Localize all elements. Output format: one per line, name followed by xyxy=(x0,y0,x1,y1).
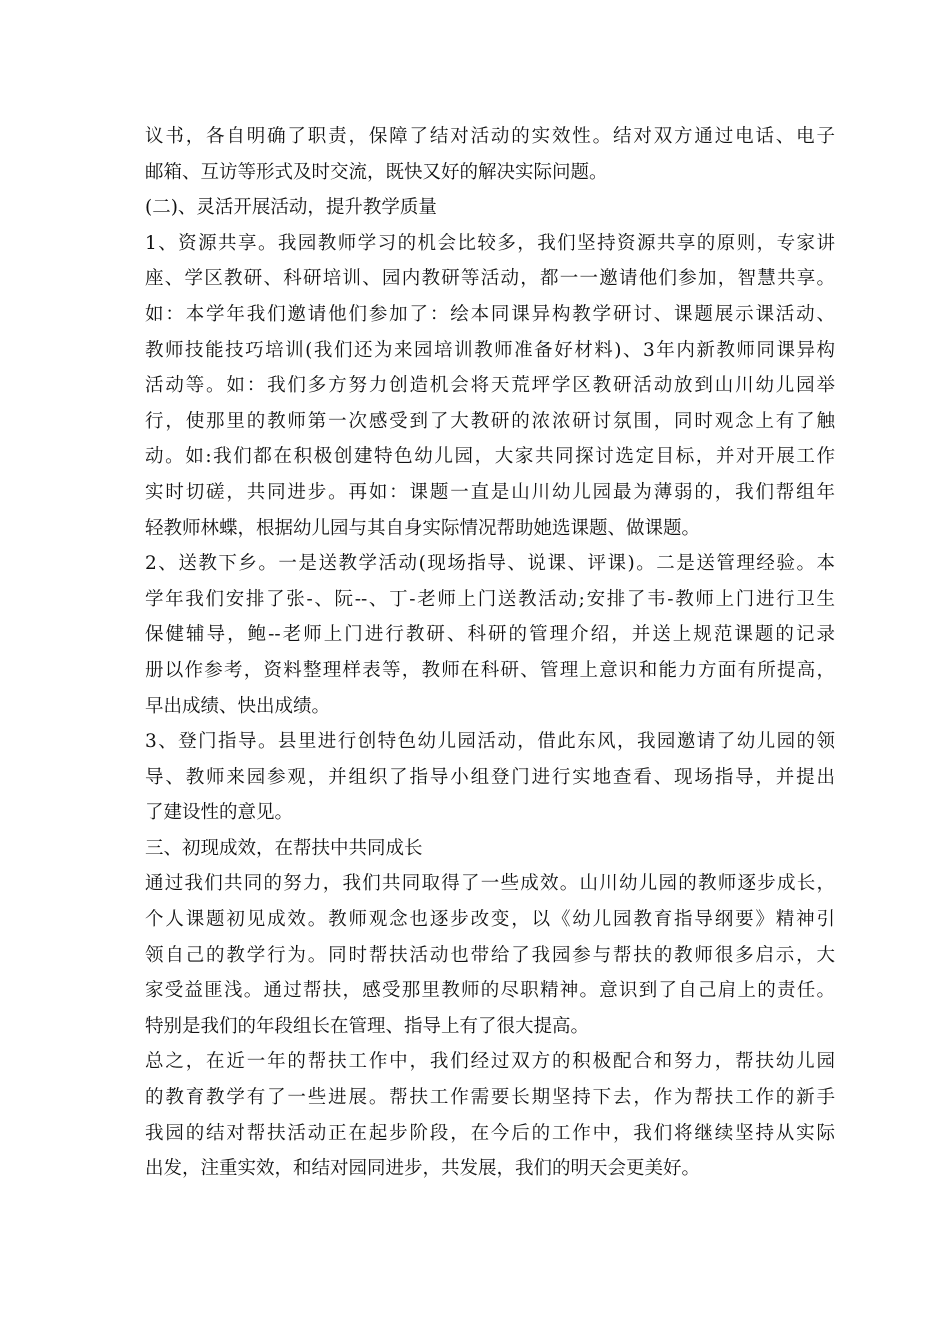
text-line: 领自己的教学行为。同时帮扶活动也带给了我园参与帮扶的教师很多启示，大 xyxy=(145,944,835,966)
text-line: 行，使那里的教师第一次感受到了大教研的浓浓研讨氛围，同时观念上有了触 xyxy=(145,410,835,432)
text-line: 邮箱、互访等形式及时交流，既快又好的解决实际问题。 xyxy=(145,161,608,183)
text-line: 我园的结对帮扶活动正在起步阶段，在今后的工作中，我们将继续坚持从实际 xyxy=(145,1122,835,1144)
text-line: 实时切磋，共同进步。再如：课题一直是山川幼儿园最为薄弱的，我们帮组年 xyxy=(145,481,835,503)
text-line: 导、教师来园参观，并组织了指导小组登门进行实地查看、现场指导，并提出 xyxy=(145,766,835,788)
text-line: 册以作参考，资料整理样表等，教师在科研、管理上意识和能力方面有所提高， xyxy=(145,659,835,681)
text-line: 的教育教学有了一些进展。帮扶工作需要长期坚持下去，作为帮扶工作的新手 xyxy=(145,1087,835,1109)
text-line: 座、学区教研、科研培训、园内教研等活动，都一一邀请他们参加，智慧共享。 xyxy=(145,268,835,290)
text-line: 动。如:我们都在积极创建特色幼儿园，大家共同探讨选定目标，并对开展工作 xyxy=(145,446,835,468)
text-line: 议书，各自明确了职责，保障了结对活动的实效性。结对双方通过电话、电子 xyxy=(145,126,835,147)
text-line: 家受益匪浅。通过帮扶，感受那里教师的尽职精神。意识到了自己肩上的责任。 xyxy=(145,980,835,1002)
text-line: 总之，在近一年的帮扶工作中，我们经过双方的积极配合和努力，帮扶幼儿园 xyxy=(145,1051,835,1073)
text-line: 轻教师林蝶，根据幼儿园与其自身实际情况帮助她选课题、做课题。 xyxy=(145,517,701,539)
text-line: 1、资源共享。我园教师学习的机会比较多，我们坚持资源共享的原则，专家讲 xyxy=(145,232,835,254)
text-line: 如：本学年我们邀请他们参加了：绘本同课异构教学研讨、课题展示课活动、 xyxy=(145,303,835,325)
text-line: 三、初现成效，在帮扶中共同成长 xyxy=(145,837,423,859)
text-line: 保健辅导，鲍--老师上门进行教研、科研的管理介绍，并送上规范课题的记录 xyxy=(145,624,835,646)
text-line: 学年我们安排了张-、阮--、丁-老师上门送教活动;安排了韦-教师上门进行卫生 xyxy=(145,588,835,610)
text-line: 了建设性的意见。 xyxy=(145,802,294,824)
text-line: 活动等。如：我们多方努力创造机会将天荒坪学区教研活动放到山川幼儿园举 xyxy=(145,375,835,397)
text-line: 3、登门指导。县里进行创特色幼儿园活动，借此东风，我园邀请了幼儿园的领 xyxy=(145,731,835,753)
text-line: 出发，注重实效，和结对园同进步，共发展，我们的明天会更美好。 xyxy=(145,1158,701,1180)
text-line: 通过我们共同的努力，我们共同取得了一些成效。山川幼儿园的教师逐步成长， xyxy=(145,873,835,895)
text-line: (二)、灵活开展活动，提升教学质量 xyxy=(145,197,437,219)
text-line: 个人课题初见成效。教师观念也逐步改变，以《幼儿园教育指导纲要》精神引 xyxy=(145,909,835,931)
text-line: 特别是我们的年段组长在管理、指导上有了很大提高。 xyxy=(145,1015,590,1037)
text-line: 早出成绩、快出成绩。 xyxy=(145,695,331,717)
text-line: 教师技能技巧培训(我们还为来园培训教师准备好材料)、3年内新教师同课异构 xyxy=(145,339,835,361)
text-line: 2、送教下乡。一是送教学活动(现场指导、说课、评课)。二是送管理经验。本 xyxy=(145,553,835,575)
document-body xyxy=(145,119,835,1187)
